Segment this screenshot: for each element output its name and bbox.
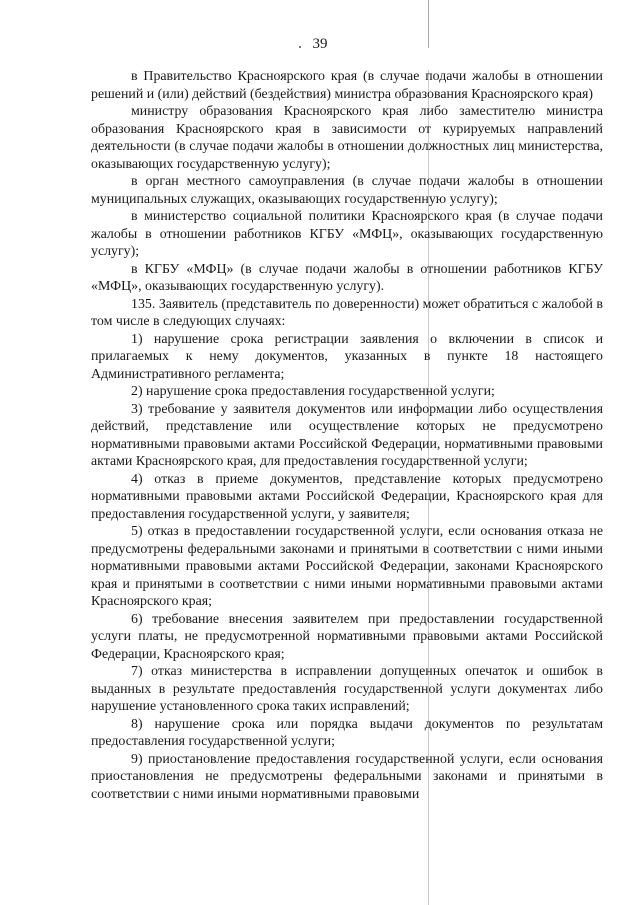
document-body: [91, 68, 603, 803]
paragraph: в орган местного самоуправления (в случае подачи жалобы в отношении муниципальных служащих, оказывающих государственную услугу);: [91, 174, 603, 207]
list-item: 5) отказ в предоставлении государственной услуги, если основания отказа не предусмотрены федеральными законами и принятыми в соответствии с ними иными нормативными правовыми актами Российской Федерации, законами Красноярского края и принятыми в соответствии с ними иными нормативными правовыми актами Красноярского края;: [91, 524, 603, 609]
list-item: 2) нарушение срока предоставления государственной услуги;: [131, 384, 495, 399]
page-number: 39: [312, 36, 328, 52]
list-item: 6) требование внесения заявителем при предоставлении государственной услуги платы, не предусмотренной нормативными правовыми актами Российской Федерации, Красноярского края;: [91, 611, 603, 662]
list-item: 7) отказ министерства в исправлении допущенных опечаток и ошибок в выданных в результате предоставления государственной услуги документах либо нарушение установленного срока таких исправлений;: [91, 664, 603, 714]
paragraph: 135. Заявитель (представитель по доверенности) может обратиться с жалобой в том числе в следующих случаях:: [91, 296, 603, 329]
list-item: 1) нарушение срока регистрации заявления о включении в список и прилагаемых к нему документов, указанных в пункте 18 настоящего Административного регламента;: [91, 331, 603, 382]
list-item: 3) требование у заявителя документов или информации либо осуществления действий, представление или осуществление которых не предусмотрено нормативными правовыми актами Российской Федерации, нормативными правовыми актами Красноярского края, для предоставления государственной услуги;: [91, 401, 603, 469]
list-item: 4) отказ в приеме документов, представление которых предусмотрено нормативными правовыми актами Российской Федерации, Красноярского края для предоставления государственной услуги, у заявителя;: [91, 471, 603, 522]
paragraph: в министерство социальной политики Красноярского края (в случае подачи жалобы в отношении работников КГБУ «МФЦ», оказывающих государственную услугу);: [91, 209, 603, 259]
paragraph: в КГБУ «МФЦ» (в случае подачи жалобы в отношении работников КГБУ «МФЦ», оказывающих государственную услугу).: [91, 261, 603, 294]
list-item: 9) приостановление предоставления государственной услуги, если основания приостановления не предусмотрены федеральными законами и принятыми в соответствии с ними иными нормативными правовыми: [91, 751, 603, 802]
paragraph: министру образования Красноярского края либо заместителю министра образования Красноярского края в зависимости от курируемых направлений деятельности (в случае подачи жалобы в отношении должностных лиц министерства, оказывающих государственную услугу);: [91, 104, 603, 172]
paragraph: в Правительство Красноярского края (в случае подачи жалобы в отношении решений и (или) действий (бездействия) министра образования Красноярского края): [91, 69, 603, 102]
list-item: 8) нарушение срока или порядка выдачи документов по результатам предоставления государственной услуги;: [91, 716, 603, 749]
